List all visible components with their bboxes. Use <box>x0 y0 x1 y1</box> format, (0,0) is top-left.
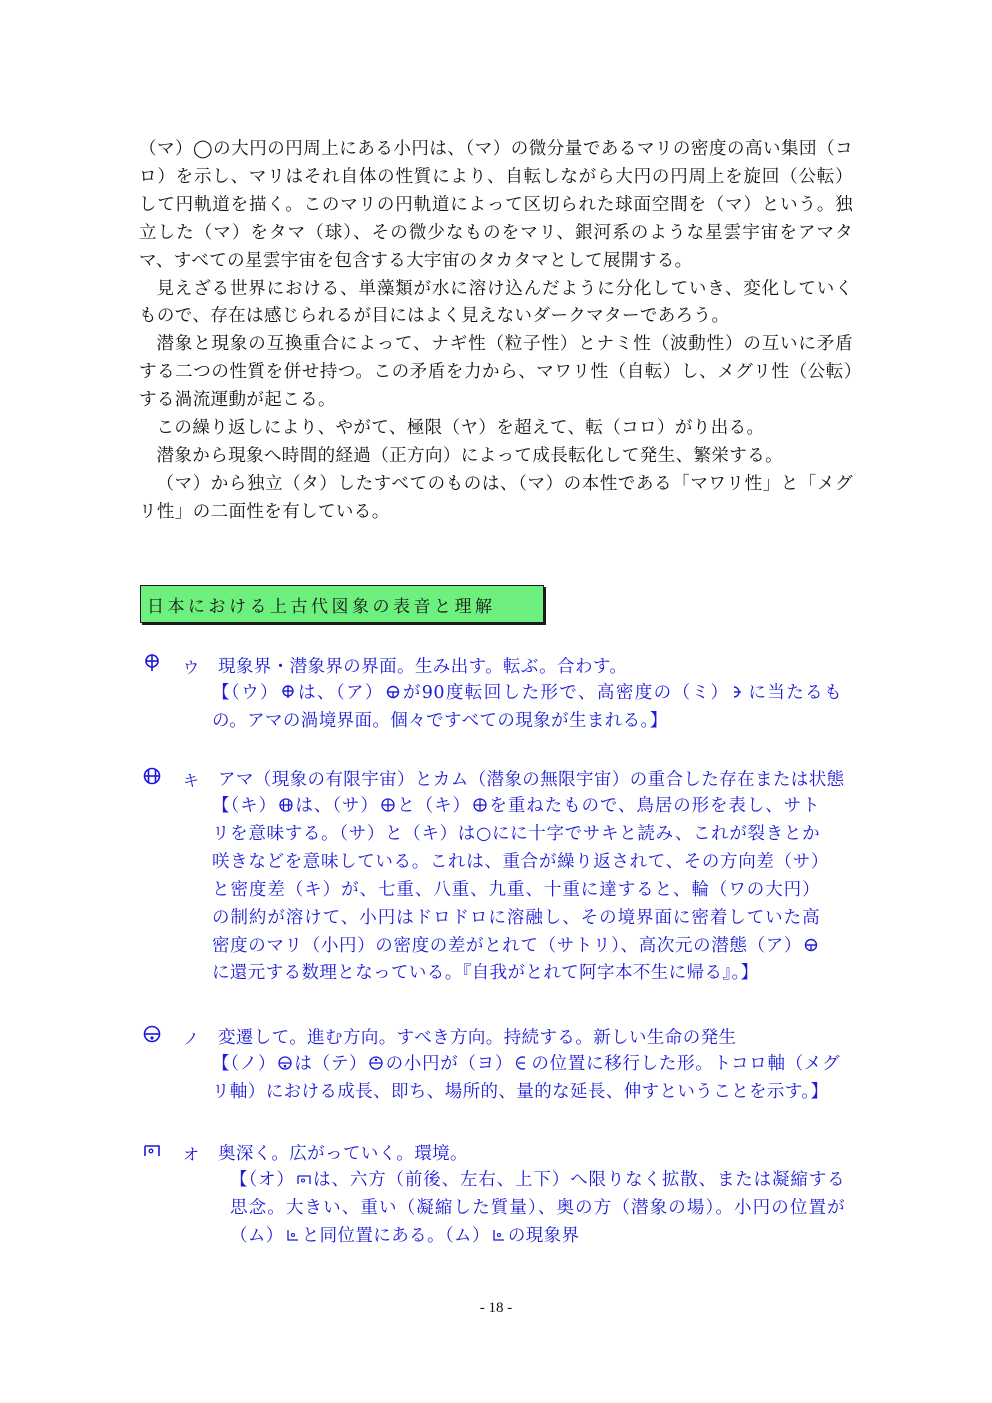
entry-u-kana: ウ <box>183 658 200 677</box>
mu-glyph-icon <box>492 1228 506 1242</box>
intro-paragraph-6: （マ）から独立（タ）したすべてのものは、（マ）の本性である「マワリ性」と「メグリ性」の二面性を有している。 <box>139 473 853 522</box>
sa-glyph-icon <box>381 798 395 812</box>
entry-ki-headline: アマ（現象の有限宇宙）とカム（潜象の無限宇宙）の重合した存在または状態 <box>218 770 845 790</box>
entry-no-body: 【（ノ） は（テ） の小円が（ヨ） の位置に移行した形。トコロ軸（メグリ軸）における成長、即ち、場所的、量的な延長、伸すということを示す。】 <box>212 1054 840 1102</box>
intro-text <box>139 136 853 527</box>
u-glyph-icon <box>281 685 295 699</box>
section-heading <box>140 585 544 623</box>
entry-u-headline: 現象界・潜象界の界面。生み出す。転ぶ。合わす。 <box>218 657 628 677</box>
entry-no-headline: 変遷して。進む方向。すべき方向。持続する。新しい生命の発生 <box>218 1028 737 1048</box>
intro-paragraph-3: 潜象と現象の互換重合によって、ナギ性（粒子性）とナミ性（波動性）の互いに矛盾する二つの性質を併せ持つ。この矛盾を力から、マワリ性（自転）し、メグリ性（公転）する渦流運動が起こる。 <box>139 334 853 411</box>
intro-paragraph-1: （マ）◯の大円の円周上にある小円は、（マ）の微分量であるマリの密度の高い集団（コロ）を示し、マリはそれ自体の性質により、自転しながら大円の円周上を旋回（公転）して円軌道を描く。このマリの円軌道によって区切られた球面空間を（マ）という。独立した（マ）をタマ（球）、その微少なものをマリ、銀河系のような星雲宇宙をアマタマ、すべての星雲宇宙を包含する大宇宙のタカタマとして展開する。 <box>139 139 853 271</box>
yo-glyph-icon <box>515 1056 529 1070</box>
ki-cross-glyph-icon <box>473 798 487 812</box>
intro-paragraph-5: 潜象から現象へ時間的経過（正方向）によって成長転化して発生、繁栄する。 <box>156 445 783 466</box>
ki-glyph-icon <box>143 767 161 785</box>
entry-no-kana: ノ <box>183 1029 200 1048</box>
entry-ki-kana: キ <box>183 771 200 790</box>
a-glyph-icon <box>804 938 818 952</box>
section-heading-text: 日本における上古代図象の表音と理解 <box>147 596 496 617</box>
o-glyph-icon <box>297 1172 311 1186</box>
entry-u-body: 【（ウ） は、（ア） が90度転回した形で、高密度の（ミ） に当たるもの。アマの渦境界面。個々ですべての現象が生まれる。】 <box>212 683 843 731</box>
ki-glyph-icon <box>279 798 293 812</box>
intro-paragraph-2: 見えざる世界における、単藻類が水に溶け込んだように分化していき、変化していくもので、存在は感じられるが目にはよく見えないダークマターであろう。 <box>139 278 853 327</box>
mu-glyph-icon <box>286 1228 300 1242</box>
entry-o-headline: 奥深く。広がっていく。環境。 <box>218 1144 468 1164</box>
intro-paragraph-4: この繰り返しにより、やがて、極限（ヤ）を超えて、転（コロ）がり出る。 <box>156 418 765 439</box>
a-glyph-icon <box>386 685 400 699</box>
entry-ki-body: 【（キ） は、（サ） と（キ） を重ねたもので、鳥居の形を表し、サトリを意味する。（サ）と（キ）は○にに十字でサキと読み、これが裂きとか咲きなどを意味している。これは、重合が繰り返されて、その方向差（サ）と密度差（キ）が、七重、八重、九重、十重に達すると、輪（ワの大円）の制約が溶けて、小円はドロドロに溶融し、その境界面に密着していた高密度のマリ（小円）の密度の差がとれて（サトリ）、高次元の潜態（ア）に還元する数理となっている。『自我がとれて阿字本不生に帰る』。】 <box>212 796 820 984</box>
no-glyph-icon <box>278 1056 292 1070</box>
u-glyph-icon <box>143 654 161 672</box>
entry-o-kana: オ <box>183 1145 200 1164</box>
te-glyph-icon <box>369 1056 383 1070</box>
o-glyph-icon <box>143 1141 161 1159</box>
page-number: - 18 - <box>479 1300 513 1316</box>
mi-glyph-icon <box>731 685 745 699</box>
no-glyph-icon <box>143 1025 161 1043</box>
entry-o-body: 【（オ） は、六方（前後、左右、上下）へ限りなく拡散、または凝縮する思念。大きい、重い（凝縮した質量）、奥の方（潜象の場）。小円の位置が（ム） と同位置にある。（ム） の現象界 <box>230 1170 845 1246</box>
